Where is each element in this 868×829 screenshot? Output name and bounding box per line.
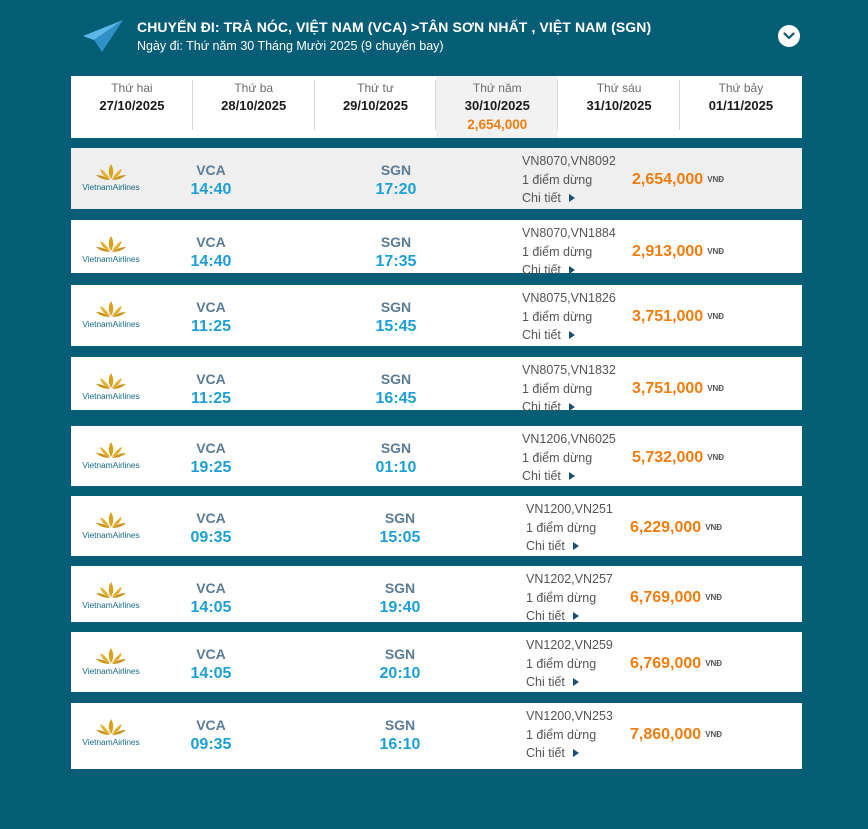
departure-time: 19:25 — [190, 459, 232, 476]
airline-logo — [77, 511, 145, 543]
day-date: 28/10/2025 — [221, 98, 287, 113]
airline-name: VietnamAirlines — [82, 666, 140, 676]
airline-name: VietnamAirlines — [82, 254, 140, 264]
day-date: 31/10/2025 — [586, 98, 652, 113]
date-tab[interactable] — [193, 76, 315, 138]
currency-label: VNĐ — [705, 659, 723, 669]
destination-code: SGN — [384, 717, 416, 733]
date-selector — [71, 76, 802, 138]
origin-code: VCA — [196, 510, 226, 526]
airline-logo — [77, 372, 145, 404]
stop-count: 1 điểm dừng — [526, 591, 597, 605]
details-link[interactable] — [522, 263, 575, 277]
destination-code: SGN — [384, 510, 416, 526]
caret-right-icon — [569, 472, 575, 480]
fare-amount: 6,229,000 — [630, 519, 702, 536]
airline-logo — [77, 581, 145, 613]
arrival-time: 17:20 — [375, 181, 417, 198]
flight-row[interactable] — [71, 632, 802, 692]
currency-label: VNĐ — [705, 730, 723, 740]
details-link[interactable] — [522, 400, 575, 414]
fare-price[interactable] — [632, 449, 724, 467]
departure-time: 14:40 — [190, 253, 232, 270]
caret-right-icon — [573, 612, 579, 620]
fare-price[interactable] — [630, 589, 722, 607]
destination-code: SGN — [380, 440, 412, 456]
currency-label: VNĐ — [707, 175, 725, 185]
chevron-down-icon — [783, 32, 795, 40]
flight-numbers: VN1206,VN6025 — [522, 432, 616, 446]
departure-time: 14:05 — [190, 599, 232, 616]
airline-logo — [77, 718, 145, 750]
collapse-button[interactable] — [778, 25, 800, 47]
date-tab[interactable] — [315, 76, 437, 138]
day-date: 30/10/2025 — [464, 98, 530, 113]
origin-code: VCA — [196, 440, 226, 456]
caret-right-icon — [573, 749, 579, 757]
flight-row[interactable] — [71, 285, 802, 346]
date-tab-selected[interactable] — [436, 76, 558, 138]
airline-name: VietnamAirlines — [82, 319, 140, 329]
departure-time: 11:25 — [190, 390, 232, 407]
origin-code: VCA — [196, 646, 226, 662]
lotus-logo-icon — [96, 511, 126, 529]
details-link[interactable] — [526, 539, 579, 553]
details-label: Chi tiết — [522, 263, 561, 277]
fare-amount: 3,751,000 — [632, 308, 704, 325]
arrival-time: 15:05 — [379, 529, 421, 546]
day-name: Thứ bảy — [718, 81, 764, 95]
fare-price[interactable] — [632, 171, 724, 189]
destination-code: SGN — [380, 234, 412, 250]
origin-code: VCA — [196, 162, 226, 178]
caret-right-icon — [569, 266, 575, 274]
destination-code: SGN — [380, 299, 412, 315]
airline-name: VietnamAirlines — [82, 391, 140, 401]
details-label: Chi tiết — [526, 539, 565, 553]
arrival-time: 15:45 — [375, 318, 417, 335]
caret-right-icon — [573, 678, 579, 686]
fare-price[interactable] — [632, 380, 724, 398]
arrival-time: 16:10 — [379, 736, 421, 753]
airline-logo — [77, 235, 145, 267]
destination-code: SGN — [384, 580, 416, 596]
fare-amount: 5,732,000 — [632, 449, 704, 466]
arrival-time: 20:10 — [379, 665, 421, 682]
stop-count: 1 điểm dừng — [522, 173, 593, 187]
paper-plane-icon — [82, 18, 124, 54]
destination-code: SGN — [384, 646, 416, 662]
fare-price[interactable] — [630, 519, 722, 537]
stop-count: 1 điểm dừng — [526, 521, 597, 535]
stop-count: 1 điểm dừng — [522, 451, 593, 465]
lotus-logo-icon — [96, 300, 126, 318]
flight-row[interactable] — [71, 496, 802, 556]
airline-logo — [77, 300, 145, 332]
day-name: Thứ tư — [357, 81, 394, 95]
flight-row[interactable] — [71, 357, 802, 414]
arrival-time: 17:35 — [375, 253, 417, 270]
lotus-logo-icon — [96, 372, 126, 390]
flight-numbers: VN8075,VN1832 — [522, 363, 616, 377]
airline-name: VietnamAirlines — [82, 530, 140, 540]
details-label: Chi tiết — [522, 328, 561, 342]
caret-right-icon — [569, 403, 575, 411]
stop-count: 1 điểm dừng — [522, 382, 593, 396]
trip-header — [0, 0, 868, 68]
details-label: Chi tiết — [522, 469, 561, 483]
lotus-logo-icon — [96, 441, 126, 459]
departure-time: 11:25 — [190, 318, 232, 335]
day-date: 01/11/2025 — [708, 98, 774, 113]
airline-name: VietnamAirlines — [82, 600, 140, 610]
stop-count: 1 điểm dừng — [522, 310, 593, 324]
departure-time: 14:05 — [190, 665, 232, 682]
flight-row[interactable] — [71, 148, 802, 209]
currency-label: VNĐ — [705, 593, 723, 603]
flight-row[interactable] — [71, 220, 802, 277]
origin-code: VCA — [196, 299, 226, 315]
currency-label: VNĐ — [705, 523, 723, 533]
flight-row[interactable] — [71, 566, 802, 622]
lotus-logo-icon — [96, 718, 126, 736]
fare-amount: 7,860,000 — [630, 726, 702, 743]
caret-right-icon — [573, 542, 579, 550]
flight-row[interactable] — [71, 426, 802, 486]
origin-code: VCA — [196, 371, 226, 387]
origin-code: VCA — [196, 234, 226, 250]
fare-amount: 6,769,000 — [630, 655, 702, 672]
day-lowest-price: 2,654,000 — [467, 117, 528, 132]
trip-title: CHUYẾN ĐI: TRÀ NÓC, VIỆT NAM (VCA) >TÂN SƠN NHẤT , VIỆT NAM (SGN) — [137, 19, 652, 35]
fare-price[interactable] — [632, 243, 724, 261]
currency-label: VNĐ — [707, 384, 725, 394]
airline-name: VietnamAirlines — [82, 460, 140, 470]
airline-logo — [77, 441, 145, 473]
fare-amount: 3,751,000 — [632, 380, 704, 397]
date-tab[interactable] — [71, 76, 193, 138]
details-link[interactable] — [522, 191, 575, 205]
fare-amount: 6,769,000 — [630, 589, 702, 606]
day-name: Thứ hai — [111, 81, 153, 95]
arrival-time: 01:10 — [375, 459, 417, 476]
destination-code: SGN — [380, 371, 412, 387]
lotus-logo-icon — [96, 647, 126, 665]
flight-numbers: VN1200,VN253 — [526, 709, 613, 723]
stop-count: 1 điểm dừng — [522, 245, 593, 259]
flight-numbers: VN8070,VN1884 — [522, 226, 616, 240]
details-label: Chi tiết — [522, 191, 561, 205]
details-link[interactable] — [522, 469, 575, 483]
fare-amount: 2,913,000 — [632, 243, 704, 260]
details-label: Chi tiết — [526, 675, 565, 689]
day-name: Thứ ba — [234, 81, 274, 95]
arrival-time: 19:40 — [379, 599, 421, 616]
fare-price[interactable] — [632, 308, 724, 326]
date-tab[interactable] — [680, 76, 802, 138]
fare-price[interactable] — [630, 655, 722, 673]
day-date: 29/10/2025 — [342, 98, 409, 113]
details-link[interactable] — [526, 609, 579, 623]
flight-numbers: VN1202,VN259 — [526, 638, 613, 652]
details-label: Chi tiết — [526, 746, 565, 760]
lotus-logo-icon — [96, 235, 126, 253]
origin-code: VCA — [196, 580, 226, 596]
flight-numbers: VN1202,VN257 — [526, 572, 613, 586]
currency-label: VNĐ — [707, 247, 725, 257]
departure-time: 09:35 — [190, 736, 232, 753]
currency-label: VNĐ — [707, 312, 725, 322]
trip-date-summary: Ngày đi: Thứ năm 30 Tháng Mười 2025 (9 chuyến bay) — [137, 39, 444, 53]
details-label: Chi tiết — [522, 400, 561, 414]
details-link[interactable] — [522, 328, 575, 342]
departure-time: 14:40 — [190, 181, 232, 198]
destination-code: SGN — [380, 162, 412, 178]
lotus-logo-icon — [96, 581, 126, 599]
fare-amount: 2,654,000 — [632, 171, 704, 188]
fare-price[interactable] — [630, 726, 722, 744]
flight-row[interactable] — [71, 703, 802, 769]
date-tab[interactable] — [558, 76, 680, 138]
day-name: Thứ năm — [472, 81, 522, 95]
airline-logo — [77, 647, 145, 679]
airline-logo — [77, 163, 145, 195]
caret-right-icon — [569, 194, 575, 202]
details-link[interactable] — [526, 675, 579, 689]
caret-right-icon — [569, 331, 575, 339]
flight-numbers: VN8075,VN1826 — [522, 291, 616, 305]
stop-count: 1 điểm dừng — [526, 657, 597, 671]
flight-numbers: VN8070,VN8092 — [522, 154, 616, 168]
origin-code: VCA — [196, 717, 226, 733]
day-name: Thứ sáu — [596, 81, 642, 95]
details-link[interactable] — [526, 746, 579, 760]
details-label: Chi tiết — [526, 609, 565, 623]
stop-count: 1 điểm dừng — [526, 728, 597, 742]
airline-name: VietnamAirlines — [82, 182, 140, 192]
lotus-logo-icon — [96, 163, 126, 181]
airline-name: VietnamAirlines — [82, 737, 140, 747]
departure-time: 09:35 — [190, 529, 232, 546]
flight-numbers: VN1200,VN251 — [526, 502, 613, 516]
day-date: 27/10/2025 — [99, 98, 165, 113]
currency-label: VNĐ — [707, 453, 725, 463]
arrival-time: 16:45 — [375, 390, 417, 407]
